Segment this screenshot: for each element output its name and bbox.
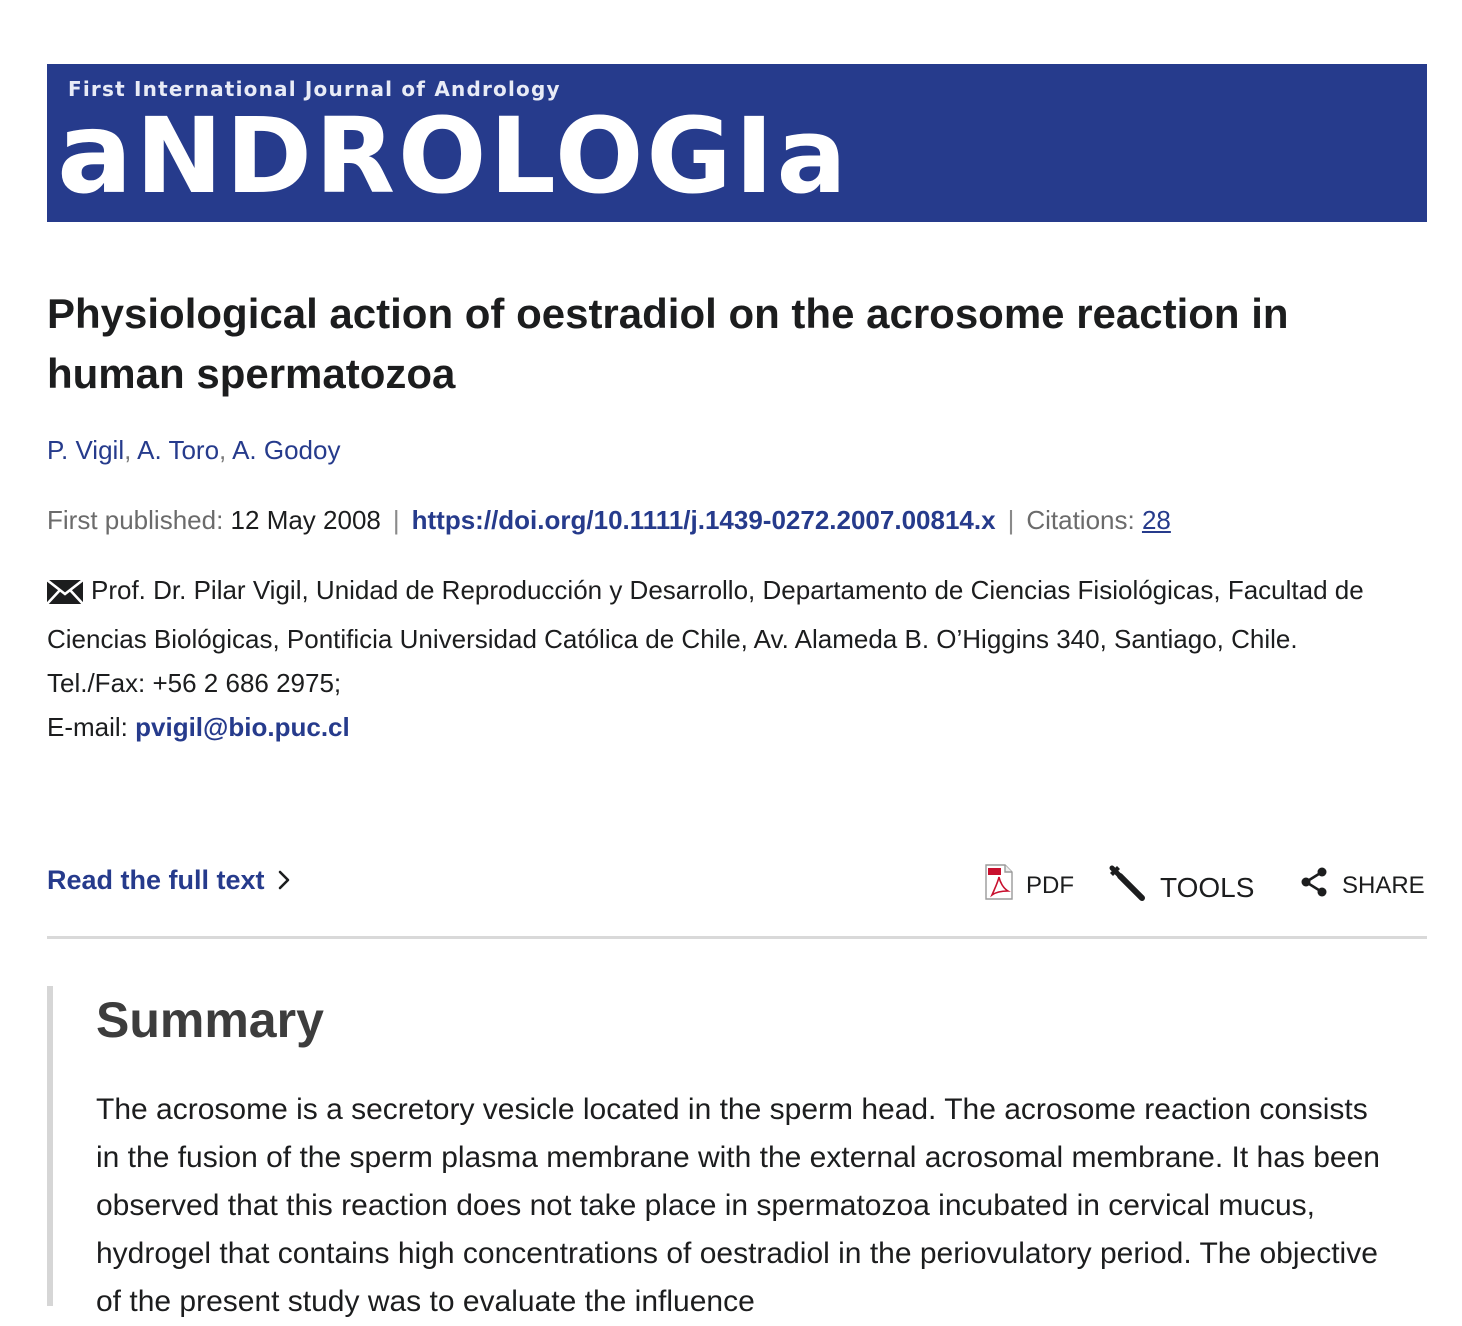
- correspondence-block: [47, 568, 1427, 749]
- tools-label: TOOLS: [1160, 871, 1255, 903]
- correspondence-tel: Tel./Fax: +56 2 686 2975;: [47, 668, 342, 698]
- pdf-button[interactable]: [984, 864, 1074, 907]
- author-link[interactable]: A. Godoy: [232, 435, 341, 465]
- pdf-label: PDF: [1026, 871, 1074, 899]
- author-list: [47, 434, 340, 466]
- pdf-icon: [984, 864, 1014, 907]
- author-link[interactable]: A. Toro: [137, 435, 220, 465]
- read-full-text-link[interactable]: [47, 862, 291, 900]
- wrench-icon: [1108, 864, 1148, 911]
- summary-heading: Summary: [96, 992, 324, 1048]
- author-separator: ,: [219, 435, 227, 465]
- email-link[interactable]: pvigil@bio.puc.cl: [135, 712, 350, 742]
- first-published-label: First published:: [47, 505, 224, 535]
- citations-label: Citations:: [1026, 505, 1135, 535]
- read-full-text-label: Read the full text: [47, 865, 265, 895]
- share-button[interactable]: [1298, 866, 1425, 905]
- email-label: E-mail:: [47, 712, 128, 742]
- summary-text: The acrosome is a secretory vesicle located in the sperm head. The acrosome reaction consists in the fusion of the sperm plasma membrane with the external acrosomal membrane. It has been observed that this reaction does not take place in spermatozoa incubated in cervical mucus, hydrogel that contains high concentrations of oestradiol in the periovulatory period. The objective of the present study was to evaluate the influence: [96, 1093, 1380, 1318]
- journal-logo-rest: NDROLOGIa: [135, 95, 850, 217]
- tools-button[interactable]: [1108, 864, 1254, 911]
- author-link[interactable]: P. Vigil: [47, 435, 125, 465]
- journal-logo-first: a: [57, 89, 136, 219]
- share-label: SHARE: [1342, 871, 1425, 899]
- summary-section: [47, 986, 1433, 1318]
- info-separator: |: [1007, 505, 1015, 535]
- share-icon: [1298, 866, 1330, 905]
- chevron-right-icon: [277, 864, 291, 900]
- citations-count-link[interactable]: 28: [1141, 505, 1171, 535]
- publication-info: [47, 504, 1171, 536]
- info-separator: |: [392, 505, 400, 535]
- journal-subtitle: First International Journal of Andrology: [68, 77, 561, 101]
- envelope-icon: [47, 573, 83, 617]
- journal-banner[interactable]: [47, 64, 1427, 222]
- correspondence-address: Prof. Dr. Pilar Vigil, Unidad de Reproducción y Desarrollo, Departamento de Ciencias Fisiológicas, Facultad de Ciencias Biológicas, Pontificia Universidad Católica de Chile, Av. Alameda B. O’Higgins 340, Santiago, Chile.: [47, 575, 1364, 654]
- author-separator: ,: [124, 435, 132, 465]
- first-published-date: 12 May 2008: [230, 505, 381, 535]
- section-divider: [47, 936, 1427, 939]
- article-title: Physiological action of oestradiol on the acrosome reaction in human spermatozoa: [47, 290, 1289, 397]
- doi-link[interactable]: https://doi.org/10.1111/j.1439-0272.2007.00814.x: [411, 505, 996, 535]
